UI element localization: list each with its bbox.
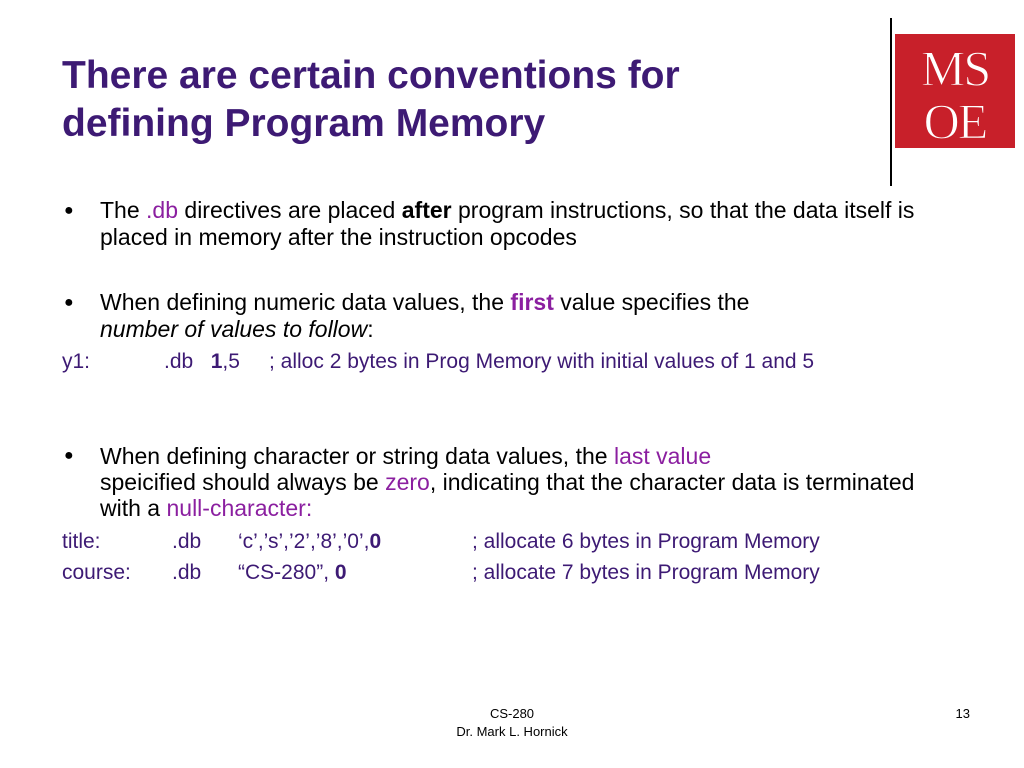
text-run: :: [367, 316, 374, 342]
title-line-1: There are certain conventions for: [62, 54, 680, 97]
after-keyword: after: [401, 197, 452, 223]
last-value-phrase: last value: [613, 443, 712, 469]
code-comment: ; allocate 6 bytes in Program Memory: [472, 530, 820, 553]
page-number: 13: [955, 706, 970, 721]
bullet-1-text: [100, 197, 960, 251]
code-label: title:: [62, 530, 101, 553]
code-directive: .db: [164, 350, 194, 373]
text-run: program instructions, so that the data itself is placed in memory after the instruction opcodes: [100, 197, 915, 250]
code-first-value: 1: [210, 350, 223, 373]
footer-course: CS-280: [489, 706, 535, 721]
code-values: [164, 348, 240, 376]
logo-letters-top: MS: [920, 40, 990, 96]
code-zero: 0: [369, 530, 382, 553]
bullet-3-text: [100, 443, 945, 521]
code-label: y1:: [62, 350, 91, 373]
title-line-2: defining Program Memory: [62, 102, 546, 145]
italic-phrase: number of values to follow: [100, 316, 368, 342]
text-run: When defining numeric data values, the: [100, 289, 511, 315]
code-label: course:: [62, 561, 131, 584]
code-values: [238, 528, 381, 556]
text-run: , indicating that the character data is terminated with a: [100, 469, 915, 521]
null-character-phrase: null-character:: [166, 495, 313, 521]
code-directive: .db: [172, 561, 202, 584]
footer-author: Dr. Mark L. Hornick: [456, 724, 568, 739]
code-chars: ‘c’,’s’,’2’,’8’,’0’,: [238, 530, 370, 553]
code-directive: .db: [172, 530, 202, 553]
text-run: When defining character or string data values, the: [100, 443, 614, 469]
db-keyword: .db: [146, 197, 179, 223]
code-comment: ; alloc 2 bytes in Prog Memory with initial values of 1 and 5: [269, 350, 815, 373]
code-string: “CS-280”,: [238, 561, 335, 584]
slide-title: [62, 52, 862, 148]
zero-keyword: zero: [385, 469, 430, 495]
bullet-2-text: [100, 289, 960, 343]
code-comment: ; allocate 7 bytes in Program Memory: [472, 561, 820, 584]
code-zero: 0: [334, 561, 347, 584]
msoe-logo: [895, 34, 1015, 148]
text-run: speicified should always be: [100, 469, 386, 495]
divider-line: [890, 18, 892, 186]
first-keyword: first: [510, 289, 554, 315]
bullet-dot: ●: [64, 447, 74, 464]
logo-letters-bottom: OE: [923, 93, 987, 148]
bullet-dot: ●: [64, 202, 74, 219]
code-values: [238, 559, 347, 587]
code-rest: ,5: [222, 350, 240, 373]
text-run: The: [100, 197, 147, 223]
text-run: value specifies the: [553, 289, 750, 315]
bullet-dot: ●: [64, 294, 74, 311]
text-run: directives are placed: [178, 197, 402, 223]
